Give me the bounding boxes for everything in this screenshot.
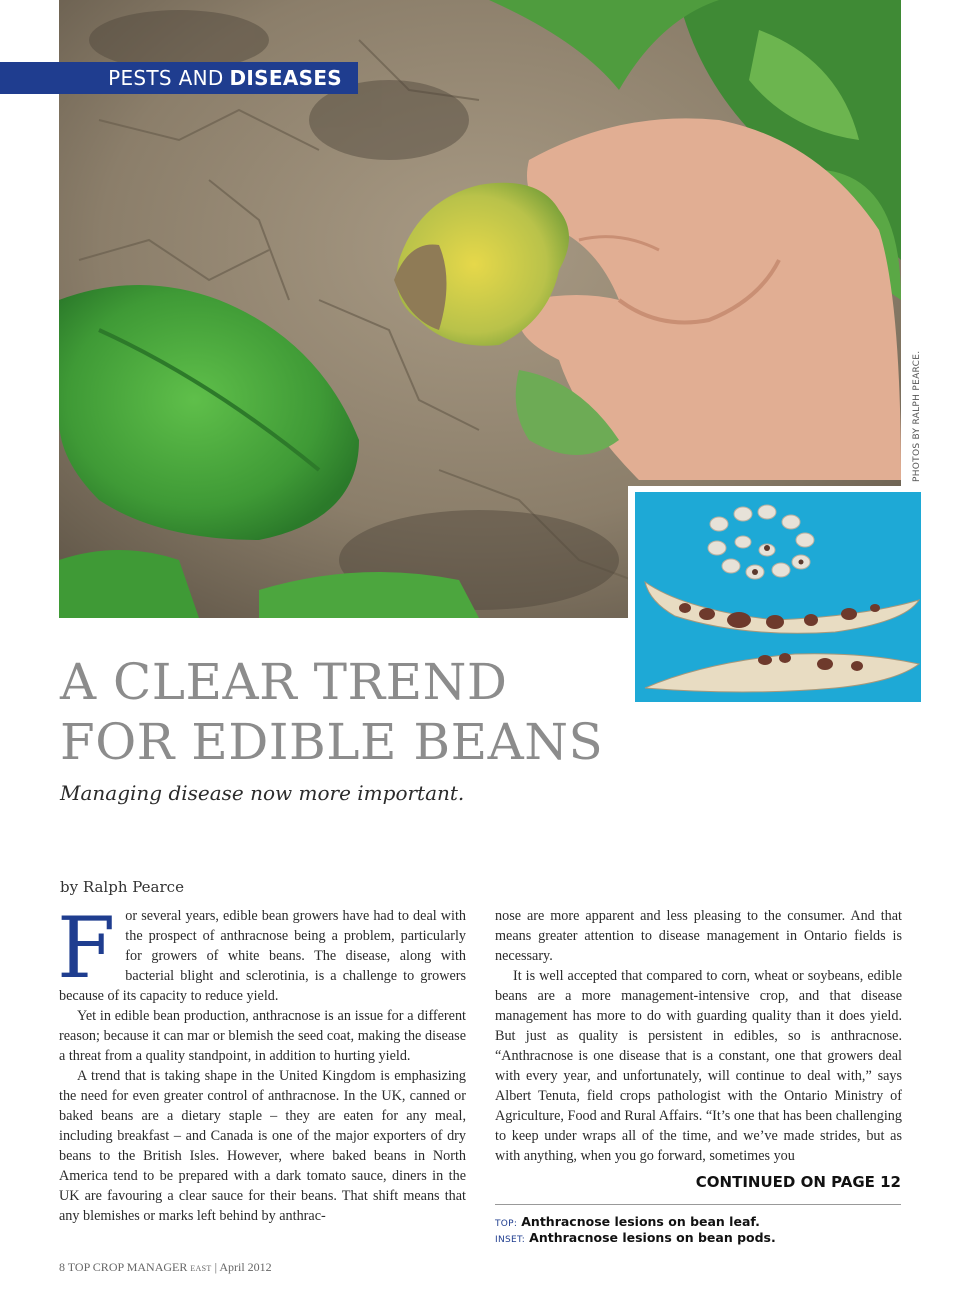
issue-date: April 2012 (219, 1260, 272, 1274)
body-paragraph: Yet in edible bean production, anthracnose is an issue for a different reason; because it can mar or blemish the seed coat, making the disease a threat from a quality standpoint, in addition to hurting yield. (59, 1008, 466, 1064)
page-number: 8 (59, 1260, 65, 1274)
body-paragraph: nose are more apparent and less pleasing to the consumer. And that means greater attention to disease management in Ontario fields is necessary. (495, 908, 902, 964)
folio-separator: | (214, 1260, 217, 1274)
caption-divider (495, 1204, 901, 1205)
photo-credit: PHOTOS BY RALPH PEARCE. (912, 350, 922, 482)
drop-cap: F (57, 899, 116, 997)
headline-line-2: FOR EDIBLE BEANS (60, 713, 604, 771)
caption-text: Anthracnose lesions on bean pods. (529, 1230, 776, 1245)
body-column-2 (495, 906, 902, 1166)
headline-line-1: A CLEAR TREND (60, 653, 508, 711)
headline (60, 652, 680, 772)
caption-tag: INSET: (495, 1235, 526, 1245)
section-label-bold: DISEASES (229, 66, 342, 90)
body-column-1 (57, 899, 466, 1226)
caption-inset (495, 1230, 776, 1245)
body-paragraph: It is well accepted that compared to corn, wheat or soybeans, edible beans are a more management-intensive crop, and that disease management has more to do with guarding quality than it does yield. But just as quality is persistent in edibles, so is anthracnose. “Anthracnose is one disease that is a constant, one that growers deal with every year, and unfortunately, will continue to deal with,” says Albert Tenuta, field crops pathologist with the Ontario Ministry of Agriculture, Food and Rural Affairs. “It’s one that has been challenging to keep under wraps all of the time, and we’ve made strides, but as with anything, when you go forward, sometimes you (495, 968, 902, 1164)
caption-top (495, 1214, 760, 1229)
byline: by Ralph Pearce (60, 878, 184, 896)
magazine-edition: EAST (190, 1264, 212, 1273)
page-folio (59, 1260, 272, 1275)
paragraph-text: or several years, edible bean growers have had to deal with the prospect of anthracnose being a problem, particularly for growers of white beans. The disease, along with bacterial blight and sclerotinia, is a challenge to growers because of its capacity to reduce yield. (59, 908, 466, 1004)
deck: Managing disease now more important. (60, 781, 465, 805)
caption-text: Anthracnose lesions on bean leaf. (521, 1214, 760, 1229)
caption-tag: TOP: (495, 1219, 518, 1229)
body-paragraph (57, 899, 466, 1006)
section-label: PESTS AND (108, 66, 224, 90)
magazine-name: TOP CROP MANAGER (67, 1260, 188, 1274)
section-banner (0, 62, 358, 94)
body-paragraph: A trend that is taking shape in the United Kingdom is emphasizing the need for even greater control of anthracnose. In the UK, canned or baked beans are a dietary staple – they are eaten for any meal, including breakfast – and Canada is one of the major exporters of dry beans to the British Isles. However, where baked beans in North America tend to be prepared with a dark tomato sauce, diners in the UK are favouring a clear sauce for their beans. That shift means that any blemishes or marks left behind by anthrac- (59, 1068, 466, 1224)
continued-link[interactable]: CONTINUED ON PAGE 12 (695, 1173, 901, 1191)
